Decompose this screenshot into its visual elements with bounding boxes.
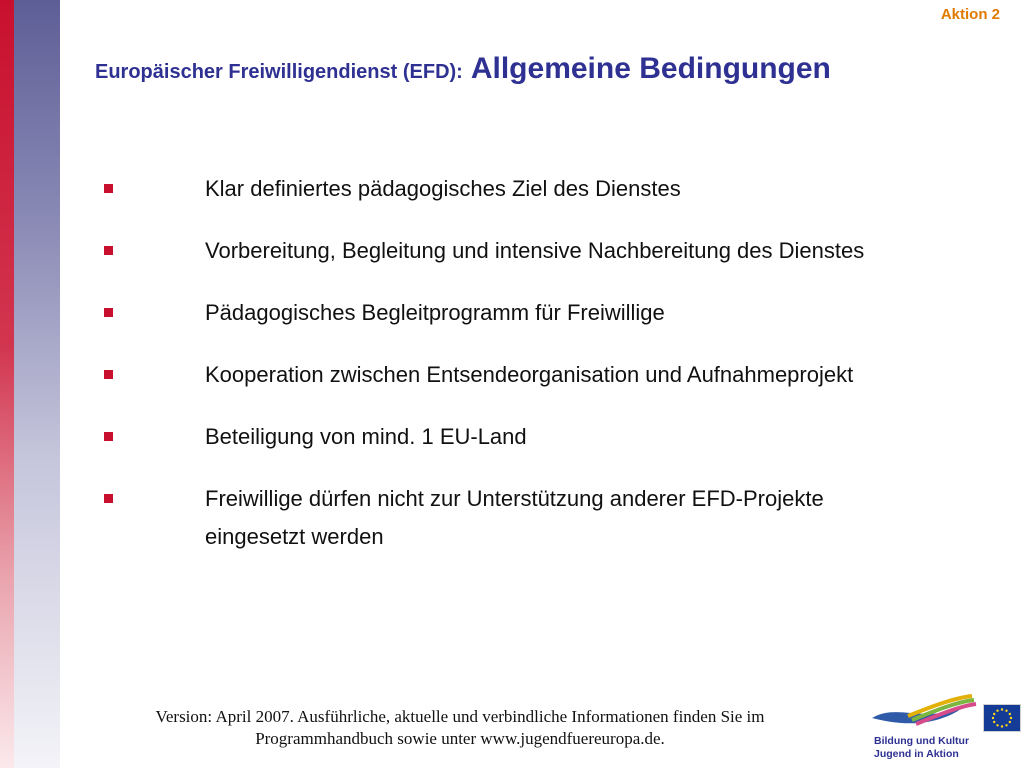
list-item-text: Kooperation zwischen Entsendeorganisation und Aufnahmeprojekt [205, 362, 854, 387]
bullet-square-icon [104, 246, 113, 255]
bullet-square-icon [104, 308, 113, 317]
logo-line2: Jugend in Aktion [874, 748, 959, 760]
list-item-text-line1: Freiwillige dürfen nicht zur Unterstützung anderer EFD-Projekte [205, 486, 824, 511]
list-item [100, 170, 1000, 208]
bullet-square-icon [104, 494, 113, 503]
side-bar-blue [14, 0, 60, 768]
eu-flag-icon [983, 704, 1021, 732]
list-item [100, 356, 1000, 394]
list-item-text: Pädagogisches Begleitprogramm für Freiwillige [205, 300, 665, 325]
list-item [100, 232, 1000, 270]
aktion-badge: Aktion 2 [940, 6, 1000, 23]
list-item [100, 418, 1000, 456]
list-item-text-line2: eingesetzt werden [205, 524, 384, 549]
bullet-square-icon [104, 370, 113, 379]
side-bar-red [0, 0, 14, 768]
bullet-square-icon [104, 184, 113, 193]
list-item [100, 294, 1000, 332]
list-item-text: Beteiligung von mind. 1 EU-Land [205, 424, 527, 449]
logo-text [874, 735, 984, 761]
list-item-text: Klar definiertes pädagogisches Ziel des Dienstes [205, 176, 681, 201]
bullet-square-icon [104, 432, 113, 441]
list-item-text: Vorbereitung, Begleitung und intensive Nachbereitung des Dienstes [205, 238, 865, 263]
logo-line1: Bildung und Kultur [874, 735, 970, 747]
title-prefix: Europäischer Freiwilligendienst (EFD): [95, 61, 463, 83]
title-main: Allgemeine Bedingungen [470, 52, 831, 85]
footer-line2: Programmhandbuch sowie unter www.jugendfuereuropa.de. [255, 729, 665, 748]
footer-note [60, 706, 860, 750]
list-item [100, 480, 1000, 556]
footer-line1: Version: April 2007. Ausführliche, aktuelle und verbindliche Informationen finden Sie im [155, 707, 765, 726]
bullet-list [100, 170, 1000, 580]
slide-title [95, 52, 831, 86]
